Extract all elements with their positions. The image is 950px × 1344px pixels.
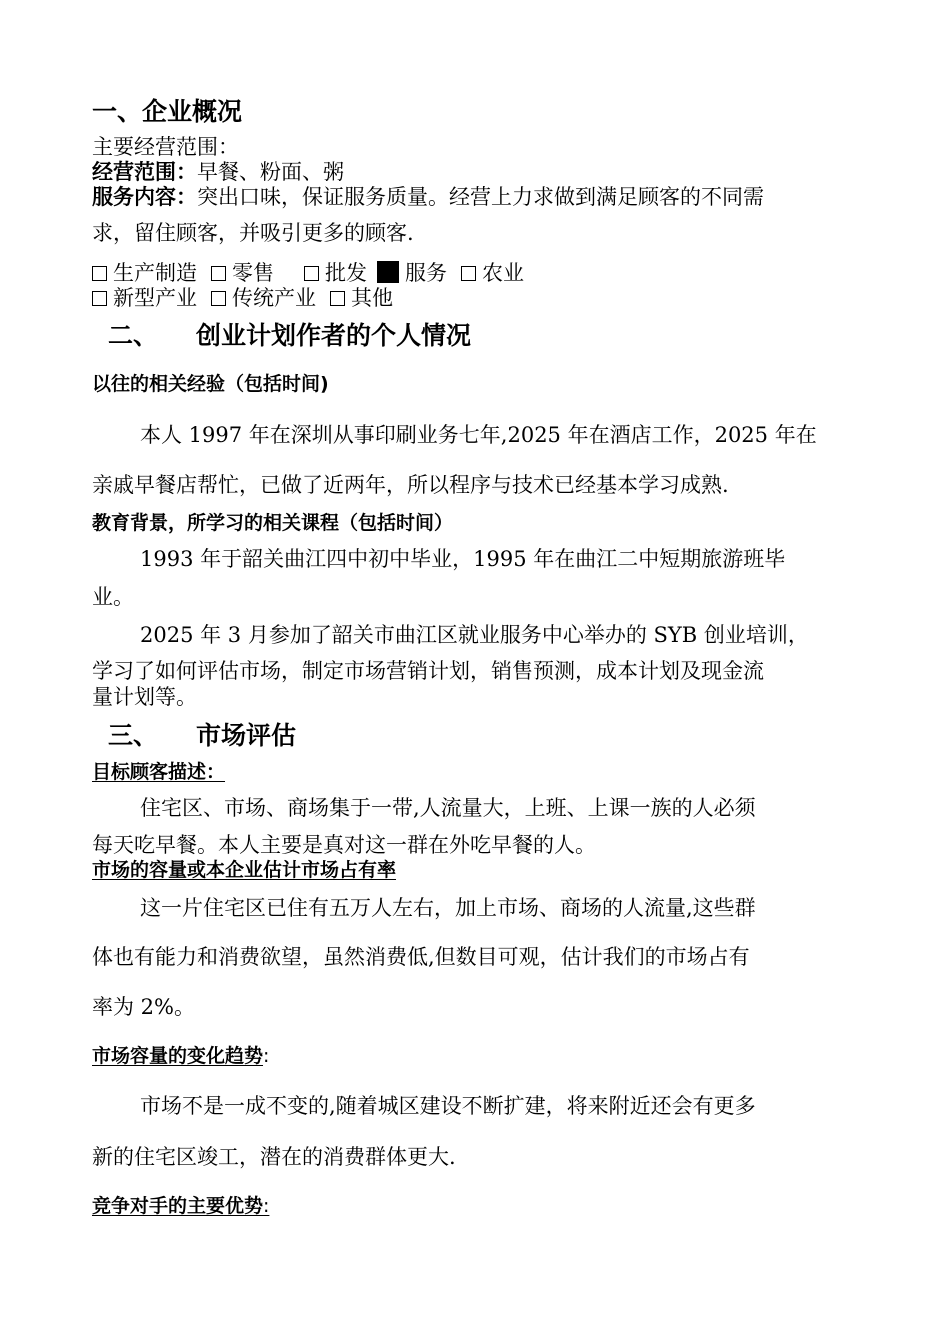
checkbox-icon — [330, 291, 345, 306]
scope-line — [92, 161, 344, 184]
service-line-1 — [92, 186, 764, 209]
scope-value: 早餐、粉面、粥 — [197, 160, 344, 184]
option-service[interactable]: 服务 — [377, 261, 447, 285]
option-retail[interactable]: 零售 — [211, 262, 274, 285]
market-trend-title: 市场容量的变化趋势: — [92, 1045, 270, 1067]
section-number: 二、 — [108, 321, 159, 350]
scope-label: 经营范围： — [92, 160, 197, 184]
scope-intro: 主要经营范围： — [92, 135, 239, 159]
market-trend-text-1: 市场不是一成不变的,随着城区建设不断扩建，将来附近还会有更多 — [140, 1094, 756, 1118]
checkbox-icon — [92, 266, 107, 281]
industry-options-row-2 — [92, 287, 393, 310]
target-customer-title: 目标顾客描述： — [92, 761, 226, 783]
service-text-1: 突出口味，保证服务质量。经营上力求做到满足顾客的不同需 — [197, 185, 764, 209]
competitor-title: 竞争对手的主要优势: — [92, 1195, 270, 1217]
option-manufacturing[interactable]: 生产制造 — [92, 262, 197, 285]
checkbox-icon — [211, 266, 226, 281]
section-heading-overview: 一、企业概况 — [92, 97, 243, 126]
market-capacity-text-3: 率为 2%。 — [92, 995, 195, 1019]
section-heading-market — [108, 722, 296, 750]
education-text-2: 业。 — [92, 585, 134, 609]
option-agriculture[interactable]: 农业 — [461, 262, 524, 285]
section-number: 三、 — [108, 721, 159, 750]
target-customer-text-2: 每天吃早餐。本人主要是真对这一群在外吃早餐的人。 — [92, 833, 596, 857]
experience-title: 以往的相关经验（包括时间) — [92, 373, 329, 395]
checkbox-icon — [461, 266, 476, 281]
section-heading-author — [108, 322, 471, 350]
checkbox-icon — [304, 266, 319, 281]
market-capacity-text-2: 体也有能力和消费欲望，虽然消费低,但数目可观，估计我们的市场占有 — [92, 945, 750, 969]
education-title: 教育背景，所学习的相关课程（包括时间） — [92, 512, 454, 534]
market-capacity-title: 市场的容量或本企业估计市场占有率 — [92, 859, 397, 881]
market-trend-text-2: 新的住宅区竣工，潜在的消费群体更大. — [92, 1145, 456, 1169]
industry-options-row-1 — [92, 261, 524, 285]
section-title: 创业计划作者的个人情况 — [196, 321, 472, 350]
option-new-industry[interactable]: 新型产业 — [92, 287, 197, 310]
experience-text-1: 本人 1997 年在深圳从事印刷业务七年,2025 年在酒店工作，2025 年在 — [140, 423, 817, 447]
checkbox-icon — [211, 291, 226, 306]
education-text-5: 量计划等。 — [92, 685, 197, 709]
option-traditional-industry[interactable]: 传统产业 — [211, 287, 316, 310]
option-other[interactable]: 其他 — [330, 287, 393, 310]
market-capacity-text-1: 这一片住宅区已住有五万人左右，加上市场、商场的人流量,这些群 — [140, 896, 756, 920]
service-label: 服务内容： — [92, 185, 197, 209]
checkbox-icon — [92, 291, 107, 306]
experience-text-2: 亲戚早餐店帮忙，已做了近两年，所以程序与技术已经基本学习成熟. — [92, 473, 729, 497]
education-text-3: 2025 年 3 月参加了韶关市曲江区就业服务中心举办的 SYB 创业培训， — [140, 623, 809, 647]
education-text-1: 1993 年于韶关曲江四中初中毕业，1995 年在曲江二中短期旅游班毕 — [140, 547, 786, 571]
option-wholesale[interactable]: 批发 — [304, 262, 367, 285]
target-customer-text-1: 住宅区、市场、商场集于一带,人流量大，上班、上课一族的人必须 — [140, 796, 756, 820]
education-text-4: 学习了如何评估市场，制定市场营销计划，销售预测，成本计划及现金流 — [92, 659, 764, 683]
service-text-2: 求，留住顾客，并吸引更多的顾客. — [92, 221, 414, 245]
checkbox-checked-icon — [377, 261, 399, 283]
section-title: 市场评估 — [196, 721, 297, 750]
